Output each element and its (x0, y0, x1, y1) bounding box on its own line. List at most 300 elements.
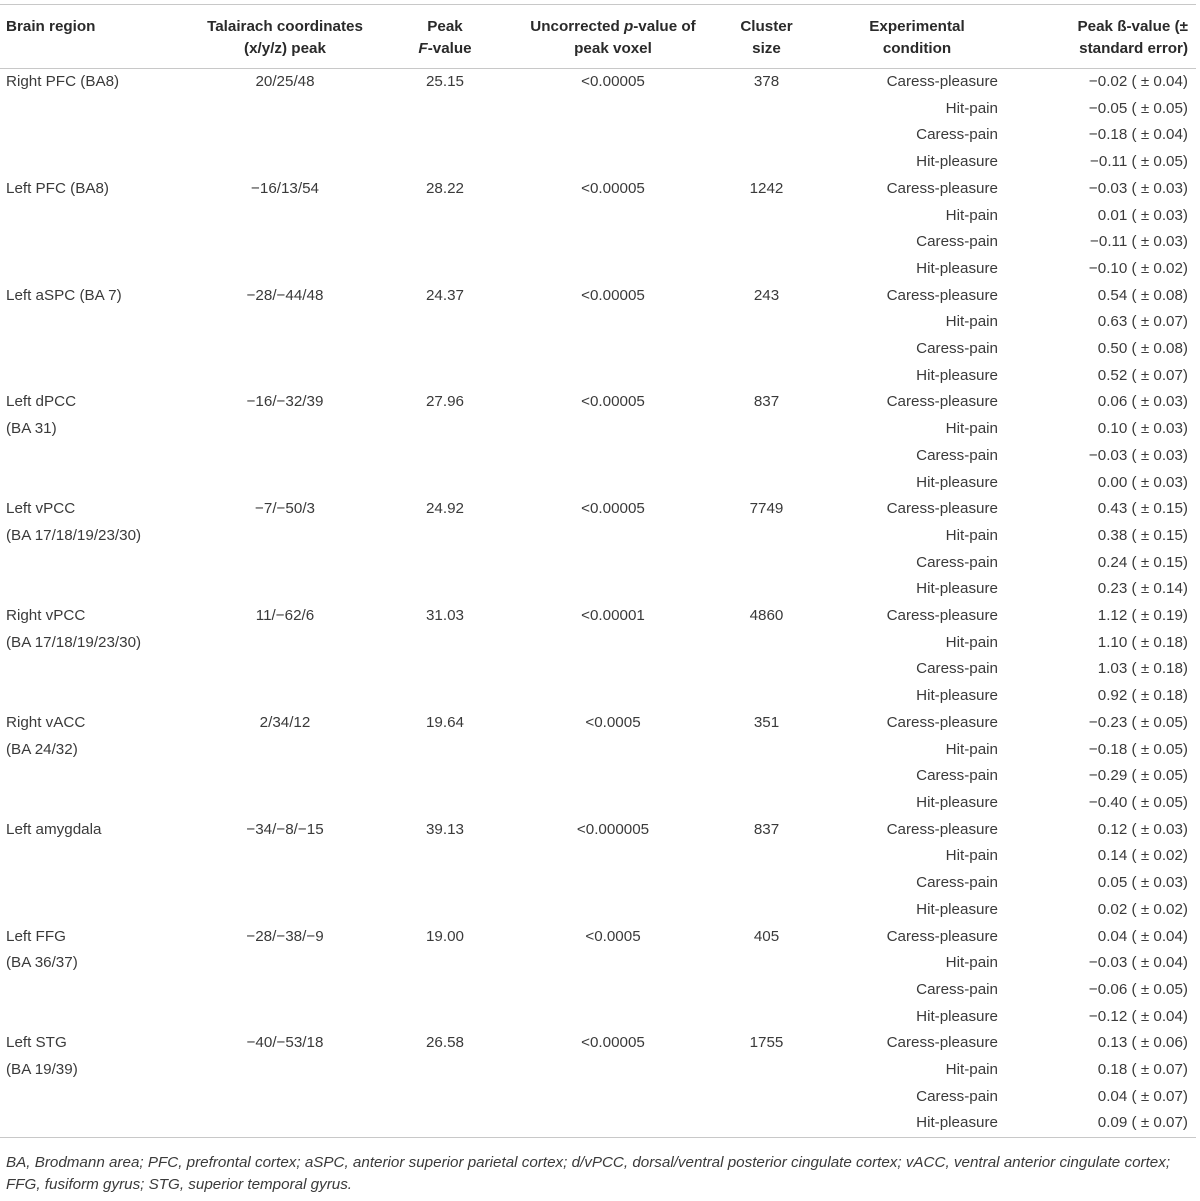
cell-cluster-size (711, 363, 822, 390)
cell-peak-f (375, 790, 515, 817)
cell-p-value: <0.00001 (581, 607, 645, 625)
cell-peak-beta: 0.02 ( ± 0.02) (1097, 900, 1188, 918)
cell-brain-region: Left dPCC (6, 393, 77, 411)
cell-brain-region (0, 309, 195, 336)
cell-peak-f (375, 683, 515, 710)
cell-condition: Caress-pain (916, 980, 998, 998)
cell-talairach (195, 309, 375, 336)
cell-peak-beta: −0.40 ( ± 0.05) (1088, 793, 1188, 811)
cell-peak-f (375, 523, 515, 550)
cell-condition: Hit-pain (945, 526, 998, 544)
cell-cluster-size (711, 843, 822, 870)
cell-condition: Caress-pain (916, 660, 998, 678)
cell-cluster-size (711, 737, 822, 764)
cell-talairach (195, 1084, 375, 1111)
header-peak-beta: Peak ß-value (± standard error) (1012, 5, 1196, 69)
table-row (0, 416, 1196, 443)
cell-brain-region: Left FFG (6, 927, 66, 945)
cell-condition: Caress-pleasure (886, 73, 998, 90)
cell-p-value: <0.00005 (581, 393, 645, 411)
cell-peak-beta: 0.63 ( ± 0.07) (1097, 313, 1188, 331)
cell-peak-beta: 0.05 ( ± 0.03) (1097, 874, 1188, 892)
cell-p-value (515, 843, 711, 870)
table-row (0, 817, 1196, 844)
cell-talairach: −40/−53/18 (246, 1034, 324, 1052)
table-row (0, 683, 1196, 710)
cell-condition: Hit-pain (945, 633, 998, 651)
cell-p-value: <0.000005 (576, 820, 650, 838)
cell-cluster-size: 405 (753, 927, 780, 945)
cell-peak-beta: 0.50 ( ± 0.08) (1097, 340, 1188, 358)
cell-peak-f (375, 256, 515, 283)
cell-condition: Caress-pain (916, 340, 998, 358)
cell-p-value (515, 470, 711, 497)
cell-peak-beta: −0.10 ( ± 0.02) (1088, 259, 1188, 277)
cell-peak-f (375, 122, 515, 149)
table-row (0, 790, 1196, 817)
cell-cluster-size (711, 950, 822, 977)
table-row (0, 950, 1196, 977)
cell-peak-f (375, 843, 515, 870)
table-row (0, 1110, 1196, 1137)
cell-talairach: −7/−50/3 (255, 500, 315, 518)
cell-brain-region (0, 1004, 195, 1031)
cell-condition: Hit-pleasure (916, 580, 998, 598)
cell-cluster-size (711, 416, 822, 443)
cell-condition: Hit-pleasure (822, 1110, 1012, 1137)
cell-cluster-size: 1242 (749, 179, 784, 197)
cell-condition: Caress-pain (916, 767, 998, 785)
cell-talairach (195, 203, 375, 230)
cell-talairach (195, 96, 375, 123)
cell-brain-region (0, 790, 195, 817)
header-cluster-size: Cluster size (711, 5, 822, 69)
cell-brain-region: Right PFC (BA8) (6, 73, 120, 90)
cell-peak-f (375, 550, 515, 577)
cell-talairach (195, 683, 375, 710)
cell-talairach (195, 149, 375, 176)
cell-condition: Caress-pleasure (886, 820, 998, 838)
cell-peak-f (375, 630, 515, 657)
table-row (0, 630, 1196, 657)
cell-cluster-size (711, 630, 822, 657)
cell-condition: Hit-pleasure (916, 366, 998, 384)
table-row (0, 389, 1196, 416)
cell-brain-region (0, 96, 195, 123)
cell-peak-f (375, 229, 515, 256)
cell-cluster-size (711, 1057, 822, 1084)
cell-brain-region: (BA 19/39) (6, 1061, 78, 1079)
cell-peak-beta: 0.54 ( ± 0.08) (1097, 286, 1188, 304)
cell-brain-region: (BA 36/37) (6, 954, 78, 972)
cell-p-value: <0.00005 (581, 1034, 645, 1052)
cell-cluster-size (711, 149, 822, 176)
cell-talairach (195, 870, 375, 897)
cell-peak-beta: −0.29 ( ± 0.05) (1088, 767, 1188, 785)
cell-peak-f (375, 149, 515, 176)
cell-p-value (515, 1004, 711, 1031)
table-row (0, 1084, 1196, 1111)
cell-cluster-size (711, 656, 822, 683)
table-row (0, 149, 1196, 176)
cell-p-value (515, 897, 711, 924)
cell-condition: Caress-pain (916, 874, 998, 892)
cell-brain-region: (BA 17/18/19/23/30) (6, 526, 142, 544)
table-row (0, 603, 1196, 630)
cell-peak-f: 24.37 (425, 286, 464, 304)
cell-brain-region: Right vACC (6, 713, 86, 731)
cell-brain-region (0, 843, 195, 870)
cell-talairach (195, 1057, 375, 1084)
table-row (0, 203, 1196, 230)
table-row (0, 897, 1196, 924)
cell-talairach (195, 470, 375, 497)
cell-peak-beta: 0.00 ( ± 0.03) (1097, 473, 1188, 491)
cell-peak-beta: 0.52 ( ± 0.07) (1097, 366, 1188, 384)
cell-cluster-size (711, 229, 822, 256)
cell-p-value (515, 550, 711, 577)
cell-peak-beta: 1.12 ( ± 0.19) (1097, 607, 1188, 625)
cell-peak-f (375, 336, 515, 363)
cell-brain-region: Left amygdala (6, 820, 102, 838)
cell-condition: Hit-pleasure (916, 793, 998, 811)
cell-talairach (195, 443, 375, 470)
table-row (0, 470, 1196, 497)
results-table (0, 4, 1196, 1138)
cell-peak-f (375, 1084, 515, 1111)
cell-cluster-size: 243 (753, 286, 780, 304)
table-row (0, 656, 1196, 683)
cell-cluster-size (711, 897, 822, 924)
cell-p-value: <0.00005 (581, 73, 645, 90)
cell-peak-beta: −0.18 ( ± 0.04) (1088, 126, 1188, 144)
cell-cluster-size (711, 1004, 822, 1031)
cell-talairach (195, 550, 375, 577)
cell-cluster-size (711, 122, 822, 149)
cell-peak-beta: −0.06 ( ± 0.05) (1088, 980, 1188, 998)
cell-p-value (515, 416, 711, 443)
table-row (0, 576, 1196, 603)
cell-brain-region (0, 763, 195, 790)
cell-peak-f (375, 96, 515, 123)
cell-talairach (195, 363, 375, 390)
cell-p-value (515, 683, 711, 710)
cell-p-value: <0.00005 (581, 286, 645, 304)
cell-p-value (515, 977, 711, 1004)
cell-talairach (195, 950, 375, 977)
cell-peak-f (375, 977, 515, 1004)
cell-peak-beta: 0.92 ( ± 0.18) (1097, 687, 1188, 705)
table-row (0, 843, 1196, 870)
table-row (0, 924, 1196, 951)
table-row (0, 229, 1196, 256)
cell-talairach (195, 336, 375, 363)
cell-peak-beta: 0.01 ( ± 0.03) (1097, 206, 1188, 224)
cell-condition: Hit-pleasure (916, 900, 998, 918)
cell-peak-beta: 1.03 ( ± 0.18) (1097, 660, 1188, 678)
table-row (0, 737, 1196, 764)
cell-condition: Hit-pleasure (916, 687, 998, 705)
cell-peak-f: 26.58 (425, 1034, 464, 1052)
cell-p-value: <0.00005 (581, 500, 645, 518)
cell-talairach (195, 843, 375, 870)
cell-cluster-size: 4860 (749, 607, 784, 625)
table-row (0, 256, 1196, 283)
cell-brain-region: (BA 17/18/19/23/30) (6, 633, 142, 651)
cell-p-value (515, 790, 711, 817)
table-row (0, 96, 1196, 123)
table-row (0, 283, 1196, 310)
cell-cluster-size (711, 96, 822, 123)
cell-condition: Caress-pleasure (886, 713, 998, 731)
cell-cluster-size: 1755 (749, 1034, 784, 1052)
cell-p-value (515, 1110, 711, 1137)
cell-peak-f (375, 203, 515, 230)
cell-p-value: <0.00005 (581, 179, 645, 197)
cell-condition: Caress-pleasure (886, 1034, 998, 1052)
cell-condition: Caress-pain (916, 126, 998, 144)
cell-peak-beta: 0.13 ( ± 0.06) (1097, 1034, 1188, 1052)
cell-peak-beta: 0.18 ( ± 0.07) (1097, 1061, 1188, 1079)
cell-peak-beta: −0.23 ( ± 0.05) (1088, 713, 1188, 731)
cell-brain-region: Right vPCC (6, 607, 86, 625)
cell-peak-f (375, 443, 515, 470)
cell-p-value (515, 149, 711, 176)
cell-p-value: <0.0005 (585, 927, 641, 945)
table-row (0, 496, 1196, 523)
cell-talairach (195, 576, 375, 603)
cell-brain-region (0, 122, 195, 149)
cell-p-value (515, 1057, 711, 1084)
cell-p-value (515, 443, 711, 470)
cell-talairach (195, 523, 375, 550)
cell-peak-f (375, 897, 515, 924)
cell-condition: Caress-pain (916, 446, 998, 464)
cell-talairach (195, 977, 375, 1004)
cell-peak-beta: −0.03 ( ± 0.03) (1088, 446, 1188, 464)
table-row (0, 763, 1196, 790)
cell-peak-beta: 1.10 ( ± 0.18) (1097, 633, 1188, 651)
cell-p-value (515, 763, 711, 790)
cell-talairach (195, 1110, 375, 1137)
cell-condition: Hit-pleasure (916, 1007, 998, 1025)
cell-p-value (515, 576, 711, 603)
cell-cluster-size (711, 550, 822, 577)
cell-brain-region (0, 149, 195, 176)
cell-peak-f: 24.92 (425, 500, 464, 518)
cell-peak-f (375, 576, 515, 603)
cell-brain-region (0, 897, 195, 924)
cell-condition: Caress-pleasure (886, 500, 998, 518)
table-row (0, 1057, 1196, 1084)
cell-peak-beta: 0.12 ( ± 0.03) (1097, 820, 1188, 838)
cell-condition: Hit-pleasure (916, 473, 998, 491)
cell-brain-region (0, 229, 195, 256)
cell-peak-f (375, 470, 515, 497)
cell-peak-f (375, 363, 515, 390)
table-row (0, 1030, 1196, 1057)
cell-cluster-size (711, 309, 822, 336)
cell-peak-beta: 0.10 ( ± 0.03) (1097, 420, 1188, 438)
cell-brain-region: Left STG (6, 1034, 67, 1052)
cell-p-value (515, 737, 711, 764)
cell-peak-f (375, 1004, 515, 1031)
cell-cluster-size (711, 203, 822, 230)
cell-peak-f (375, 309, 515, 336)
cell-talairach (195, 256, 375, 283)
cell-talairach (195, 416, 375, 443)
cell-p-value (515, 96, 711, 123)
cell-brain-region (0, 363, 195, 390)
table-row (0, 69, 1196, 96)
cell-p-value (515, 229, 711, 256)
cell-talairach (195, 656, 375, 683)
cell-talairach: −16/13/54 (251, 179, 319, 197)
header-condition: Experimental condition (822, 5, 1012, 69)
cell-condition: Hit-pain (945, 99, 998, 117)
cell-condition: Caress-pleasure (886, 286, 998, 304)
cell-cluster-size (711, 977, 822, 1004)
cell-peak-f: 19.00 (425, 927, 464, 945)
cell-peak-beta: 0.38 ( ± 0.15) (1097, 526, 1188, 544)
cell-p-value (515, 122, 711, 149)
cell-brain-region: Left vPCC (6, 500, 76, 518)
cell-brain-region (0, 256, 195, 283)
cell-peak-beta: 0.09 ( ± 0.07) (1012, 1110, 1196, 1137)
table-row (0, 122, 1196, 149)
table-row (0, 309, 1196, 336)
cell-talairach (195, 790, 375, 817)
cell-talairach: 2/34/12 (259, 713, 311, 731)
cell-brain-region: Left aSPC (BA 7) (6, 286, 122, 304)
cell-brain-region (0, 336, 195, 363)
cell-brain-region (0, 576, 195, 603)
cell-condition: Caress-pleasure (886, 179, 998, 197)
cell-cluster-size: 837 (753, 393, 780, 411)
cell-talairach (195, 122, 375, 149)
cell-peak-beta: 0.06 ( ± 0.03) (1097, 393, 1188, 411)
cell-cluster-size (711, 443, 822, 470)
cell-condition: Hit-pleasure (916, 153, 998, 171)
table-row (0, 336, 1196, 363)
table-row (0, 443, 1196, 470)
table-row (0, 710, 1196, 737)
cell-talairach: −28/−44/48 (246, 286, 324, 304)
cell-brain-region (0, 656, 195, 683)
cell-peak-f (375, 416, 515, 443)
header-peak-f: Peak F-value (375, 5, 515, 69)
cell-peak-beta: 0.04 ( ± 0.04) (1097, 927, 1188, 945)
cell-cluster-size (711, 683, 822, 710)
cell-peak-beta: −0.11 ( ± 0.03) (1090, 233, 1188, 251)
cell-cluster-size (711, 576, 822, 603)
table-footnote: BA, Brodmann area; PFC, prefrontal cortex; aSPC, anterior superior parietal cortex; d/vPCC, dorsal/ventral posterior cingulate cortex; vACC, ventral anterior cingulate cortex; FFG, fusiform gyrus; STG, superior temporal gyrus. (6, 1154, 1171, 1193)
cell-p-value (515, 363, 711, 390)
cell-cluster-size (711, 1084, 822, 1111)
table-row (0, 870, 1196, 897)
cell-peak-beta: 0.04 ( ± 0.07) (1097, 1087, 1188, 1105)
cell-p-value (515, 523, 711, 550)
cell-talairach (195, 229, 375, 256)
cell-peak-beta: −0.18 ( ± 0.05) (1088, 740, 1188, 758)
cell-condition: Hit-pain (945, 954, 998, 972)
cell-p-value (515, 870, 711, 897)
cell-talairach (195, 630, 375, 657)
cell-cluster-size (711, 523, 822, 550)
cell-condition: Hit-pain (945, 1061, 998, 1079)
cell-cluster-size (711, 256, 822, 283)
cell-brain-region (0, 683, 195, 710)
table-row (0, 977, 1196, 1004)
cell-cluster-size (711, 790, 822, 817)
cell-condition: Caress-pain (916, 1087, 998, 1105)
cell-peak-f (375, 1110, 515, 1137)
cell-peak-beta: 0.24 ( ± 0.15) (1097, 553, 1188, 571)
cell-talairach: −34/−8/−15 (246, 820, 324, 838)
cell-talairach (195, 1004, 375, 1031)
cell-p-value (515, 203, 711, 230)
cell-peak-f (375, 656, 515, 683)
cell-brain-region (0, 1084, 195, 1111)
cell-brain-region: (BA 24/32) (6, 740, 78, 758)
cell-peak-beta: −0.12 ( ± 0.04) (1088, 1007, 1188, 1025)
table-row (0, 550, 1196, 577)
cell-peak-beta: 0.14 ( ± 0.02) (1097, 847, 1188, 865)
cell-cluster-size (711, 870, 822, 897)
cell-peak-f: 31.03 (425, 607, 464, 625)
cell-p-value: <0.0005 (585, 713, 641, 731)
cell-peak-beta: −0.11 ( ± 0.05) (1090, 153, 1188, 171)
cell-condition: Hit-pain (945, 313, 998, 331)
cell-brain-region (0, 203, 195, 230)
cell-p-value (515, 1084, 711, 1111)
cell-talairach (195, 763, 375, 790)
cell-p-value (515, 336, 711, 363)
cell-brain-region (0, 977, 195, 1004)
header-p-value: Uncorrected p-value of peak voxel (515, 5, 711, 69)
cell-cluster-size (711, 470, 822, 497)
cell-peak-f: 28.22 (425, 179, 464, 197)
cell-brain-region (0, 550, 195, 577)
cell-condition: Hit-pleasure (916, 259, 998, 277)
cell-peak-beta: −0.05 ( ± 0.05) (1088, 99, 1188, 117)
cell-brain-region (0, 870, 195, 897)
cell-p-value (515, 309, 711, 336)
cell-peak-beta: −0.03 ( ± 0.03) (1088, 179, 1188, 197)
cell-peak-f: 27.96 (425, 393, 464, 411)
cell-cluster-size (711, 336, 822, 363)
cell-condition: Hit-pain (945, 420, 998, 438)
cell-talairach (195, 897, 375, 924)
cell-condition: Caress-pleasure (886, 607, 998, 625)
cell-condition: Caress-pain (916, 233, 998, 251)
cell-cluster-size (711, 763, 822, 790)
cell-cluster-size: 378 (753, 73, 780, 90)
cell-peak-beta: −0.03 ( ± 0.04) (1088, 954, 1188, 972)
cell-p-value (515, 656, 711, 683)
header-brain-region: Brain region (0, 5, 195, 69)
table-row (0, 363, 1196, 390)
cell-cluster-size: 837 (753, 820, 780, 838)
cell-peak-beta: 0.23 ( ± 0.14) (1097, 580, 1188, 598)
cell-peak-beta: −0.02 ( ± 0.04) (1088, 73, 1188, 90)
cell-condition: Hit-pain (945, 847, 998, 865)
cell-peak-f (375, 950, 515, 977)
cell-peak-f (375, 870, 515, 897)
cell-cluster-size (711, 1110, 822, 1137)
table-row (0, 1004, 1196, 1031)
cell-peak-f: 39.13 (425, 820, 464, 838)
